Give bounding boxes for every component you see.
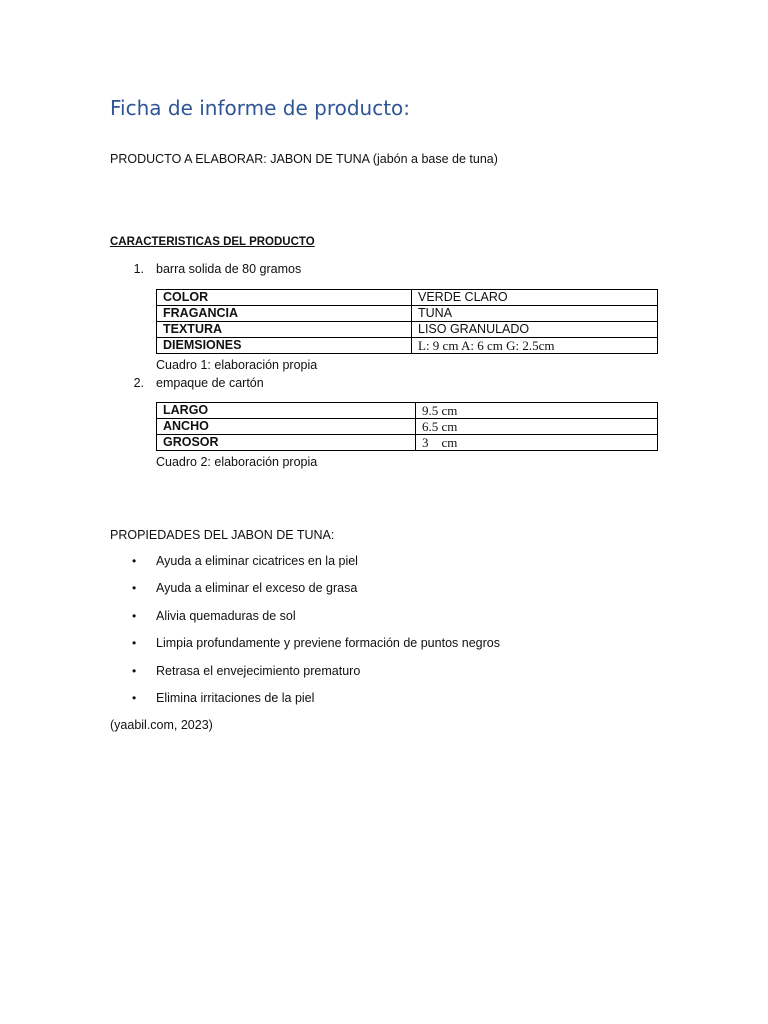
table-value-cell: VERDE CLARO [412, 290, 658, 306]
document-title: Ficha de informe de producto: [110, 96, 411, 120]
table-value-cell: 6.5 cm [416, 419, 658, 435]
table-row [157, 403, 658, 419]
table-caption-2: Cuadro 2: elaboración propia [156, 455, 318, 469]
list-item-text: empaque de cartón [156, 376, 264, 390]
table-caption-1: Cuadro 1: elaboración propia [156, 358, 318, 372]
list-item-text: barra solida de 80 gramos [156, 262, 302, 276]
packaging-table [156, 402, 658, 451]
bullet-icon: • [132, 608, 137, 623]
table-key-cell: COLOR [157, 290, 412, 306]
properties-heading: PROPIEDADES DEL JABON DE TUNA: [110, 528, 335, 542]
table-key-cell: DIEMSIONES [157, 338, 412, 354]
product-line: PRODUCTO A ELABORAR: JABON DE TUNA (jabón a base de tuna) [110, 152, 498, 166]
document-page: Ficha de informe de producto: PRODUCTO A ELABORAR: JABON DE TUNA (jabón a base de tuna) CARACTERISTICAS DEL PRODUCTO 1. barra solida de 80 gramos COLOR VERDE CLARO FRAGANCIA TUNA TEXTURA LISO GRANULADO DIEMSIONES L: 9 cm A: 6 cm G: 2.5cm Cuadro 1: elaboración propia 2. empaque de cartón LARGO 9.5 cm ANCHO 6.5 cm GROSOR 3 cm Cuadro 2: elaboración propia PROPIEDADES DEL JABON DE TUNA: • Ayuda a eliminar cicatrices en la piel • Ayuda a eliminar el exceso de grasa • Alivia quemaduras de sol • Limpia profundamente y previene formación de puntos negros • Retrasa el envejecimiento prematuro • Elimina irritaciones de la piel (yaabil.com, 2023) [0, 0, 768, 1024]
characteristics-table [156, 289, 658, 354]
list-number: 1. [133, 262, 144, 276]
table-row [157, 419, 658, 435]
citation: (yaabil.com, 2023) [110, 718, 213, 732]
table-value-cell: L: 9 cm A: 6 cm G: 2.5cm [412, 338, 658, 354]
table-key-cell: FRAGANCIA [157, 306, 412, 322]
bullet-icon: • [132, 581, 137, 596]
table-key-cell: LARGO [157, 403, 416, 419]
bullet-icon: • [132, 690, 137, 705]
table-key-cell: GROSOR [157, 435, 416, 451]
table-row [157, 322, 658, 338]
table-value-cell: LISO GRANULADO [412, 322, 658, 338]
characteristics-heading: CARACTERISTICAS DEL PRODUCTO [110, 236, 315, 248]
table-row [157, 338, 658, 354]
table-row [157, 435, 658, 451]
table-value-cell: 9.5 cm [416, 403, 658, 419]
table-key-cell: ANCHO [157, 419, 416, 435]
table-row [157, 306, 658, 322]
table-row [157, 290, 658, 306]
bullet-icon: • [132, 554, 137, 568]
list-number: 2. [133, 376, 144, 390]
table-value-cell: 3 cm [416, 435, 658, 451]
table-value-cell: TUNA [412, 306, 658, 322]
table-key-cell: TEXTURA [157, 322, 412, 338]
bullet-icon: • [132, 663, 137, 678]
bullet-icon: • [132, 636, 137, 651]
